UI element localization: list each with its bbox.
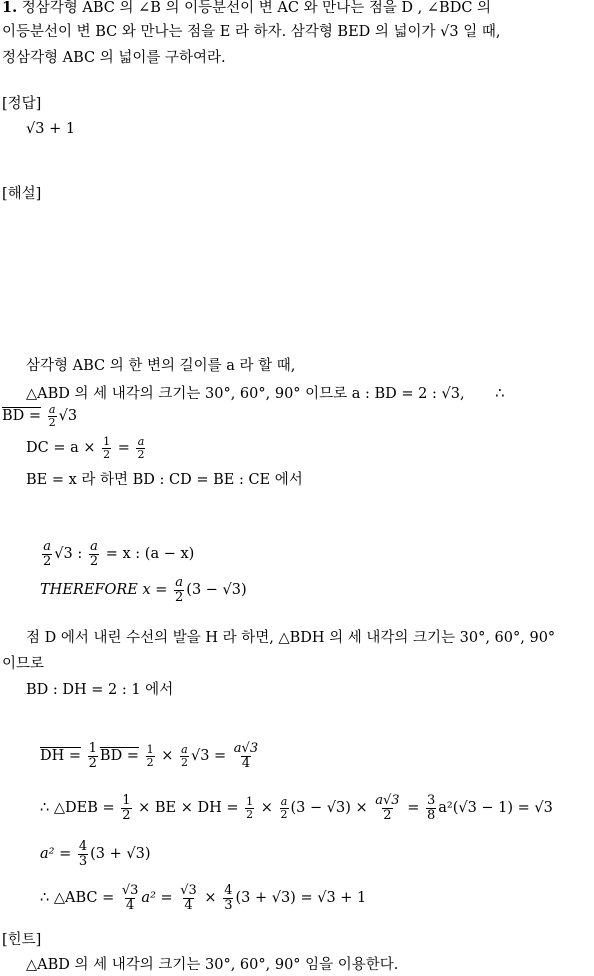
solution-line-2: [26, 386, 504, 403]
problem-line-3: 정삼각형 ABC 의 넓이를 구하여라.: [2, 50, 226, 66]
frac-num: a√3: [233, 741, 259, 756]
frac-den: 3: [78, 853, 88, 869]
solution-line-1: 삼각형 ABC 의 한 변의 길이를 a 라 할 때,: [26, 358, 296, 374]
frac-a-over-2: [136, 436, 145, 460]
solution-line-6: 점 D 에서 내린 수선의 발을 H 라 하면, △BDH 의 세 내각의 크기는 30°, 60°, 90°: [26, 630, 556, 646]
equation-3: [40, 742, 261, 770]
frac-num: 1: [246, 795, 254, 809]
frac-num: 3: [426, 793, 436, 808]
eq3-sqrt: √3 =: [190, 748, 227, 765]
frac-num: a: [90, 539, 98, 554]
frac-a-sqrt3-over-4: [233, 742, 259, 770]
equation-2: [40, 576, 247, 604]
frac-a-over-2: [174, 576, 184, 604]
solution-line-5: BE = x 라 하면 BD : CD = BE : CE 에서: [26, 472, 303, 488]
frac-num: 4: [224, 883, 233, 898]
frac-den: 2: [103, 447, 111, 461]
frac-a-over-2: [48, 404, 57, 428]
frac-den: 2: [122, 807, 131, 823]
eq4-times: ×: [260, 800, 273, 817]
frac-den: 2: [280, 807, 288, 821]
solution-line-3: [2, 404, 77, 428]
frac-den: 3: [224, 897, 233, 913]
therefore-symbol: ∴: [495, 386, 505, 402]
frac-1-over-2: [121, 794, 131, 822]
eq5-rhs: (3 + √3): [90, 846, 151, 863]
eq2-rhs: (3 − √3): [186, 582, 247, 599]
eq3-bd: BD =: [99, 748, 139, 765]
frac-den: 2: [175, 589, 184, 605]
problem-line-2: 이등분선이 변 BC 와 만나는 점을 E 라 하자. 삼각형 BED 의 넓이가 √3 일 때,: [2, 24, 501, 40]
frac-den: 4: [126, 897, 135, 913]
eq1-rhs: = x : (a − x): [105, 546, 195, 563]
solution-line-8: BD : DH = 2 : 1 에서: [26, 682, 174, 698]
frac-1-over-2: [88, 742, 98, 770]
problem-text-1: 정삼각형 ABC 의 ∠B 의 이등분선이 변 AC 와 만나는 점을 D , ∠BDC 의: [21, 0, 492, 16]
eq4-rhs: a²(√3 − 1) = √3: [438, 800, 553, 817]
bd-eq-rhs: √3: [58, 408, 78, 425]
equation-6: [40, 884, 366, 912]
frac-num: √3: [180, 883, 197, 898]
frac-den: 2: [89, 553, 99, 569]
problem-number: 1.: [2, 0, 18, 16]
equation-4: [40, 794, 553, 822]
frac-den: 2: [246, 807, 254, 821]
frac-a-over-2: [42, 540, 52, 568]
eq4-paren: (3 − √3) ×: [290, 800, 368, 817]
frac-num: 1: [103, 435, 111, 448]
frac-den: 4: [184, 897, 193, 913]
frac-a-over-2: [280, 796, 289, 820]
equation-5: [40, 840, 150, 868]
frac-den: 2: [43, 553, 52, 569]
solution-line-2-text: △ABD 의 세 내각의 크기는 30°, 60°, 90° 이므로 a : BD = 2 : √3,: [26, 386, 465, 402]
eq4-mid: × BE × DH =: [138, 800, 239, 817]
frac-4-over-3: [223, 884, 233, 912]
frac-num: a: [137, 435, 145, 448]
frac-den: 8: [426, 807, 436, 823]
frac-sqrt3-over-4: [121, 884, 140, 912]
eq6-a2: a² =: [141, 890, 173, 907]
eq6-times: ×: [204, 890, 217, 907]
frac-1-over-2: [245, 796, 254, 820]
hint-label: [힌트]: [2, 932, 42, 948]
frac-num: a: [280, 795, 288, 809]
frac-den: 4: [241, 755, 251, 771]
frac-num: a: [181, 743, 188, 757]
frac-1-over-2: [102, 436, 111, 460]
frac-sqrt3-over-4: [179, 884, 198, 912]
hint-text: △ABD 의 세 내각의 크기는 30°, 60°, 90° 임을 이용한다.: [26, 957, 399, 973]
solution-line-7: 이므로: [2, 656, 45, 672]
frac-3-over-8: [426, 794, 436, 822]
frac-den: 2: [383, 807, 392, 823]
eq3-lhs: DH =: [40, 748, 82, 765]
equation-1: [40, 540, 194, 568]
eq4-lhs: ∴ △DEB =: [40, 800, 115, 817]
frac-1-over-2: [146, 744, 155, 768]
frac-a-over-2: [89, 540, 99, 568]
dc-eq-lhs: DC = a ×: [26, 440, 96, 457]
dc-eq-mid: =: [117, 440, 130, 457]
answer-label: [정답]: [2, 96, 42, 112]
frac-num: 1: [146, 743, 154, 757]
frac-a-over-2: [180, 744, 189, 768]
frac-den: 2: [180, 755, 188, 769]
eq6-rhs: (3 + √3) = √3 + 1: [235, 890, 367, 907]
eq1-mid: √3 :: [54, 546, 83, 563]
frac-num: a: [43, 539, 52, 554]
frac-num: 1: [122, 793, 131, 808]
frac-num: a: [175, 575, 184, 590]
frac-num: √3: [121, 883, 139, 898]
frac-num: a√3: [375, 793, 400, 808]
answer-value: √3 + 1: [26, 121, 76, 137]
frac-4-over-3: [78, 840, 88, 868]
frac-den: 2: [146, 755, 154, 769]
frac-den: 2: [137, 447, 145, 461]
eq3-times: ×: [161, 748, 174, 765]
frac-den: 2: [48, 415, 56, 429]
frac-a-sqrt3-over-2: [374, 794, 400, 822]
solution-line-4: [26, 436, 147, 460]
eq5-lhs: a² =: [40, 846, 72, 863]
eq4-eq: =: [407, 800, 420, 817]
solution-label: [해설]: [2, 186, 42, 202]
bd-eq-lhs: BD =: [2, 408, 42, 425]
eq6-lhs: ∴ △ABC =: [40, 890, 115, 907]
frac-num: 4: [78, 839, 88, 854]
eq2-lhs: THEREFORE x =: [40, 582, 168, 599]
frac-num: a: [48, 403, 56, 416]
frac-den: 2: [88, 755, 97, 771]
frac-num: 1: [88, 741, 97, 756]
problem-line-1: [2, 0, 491, 17]
